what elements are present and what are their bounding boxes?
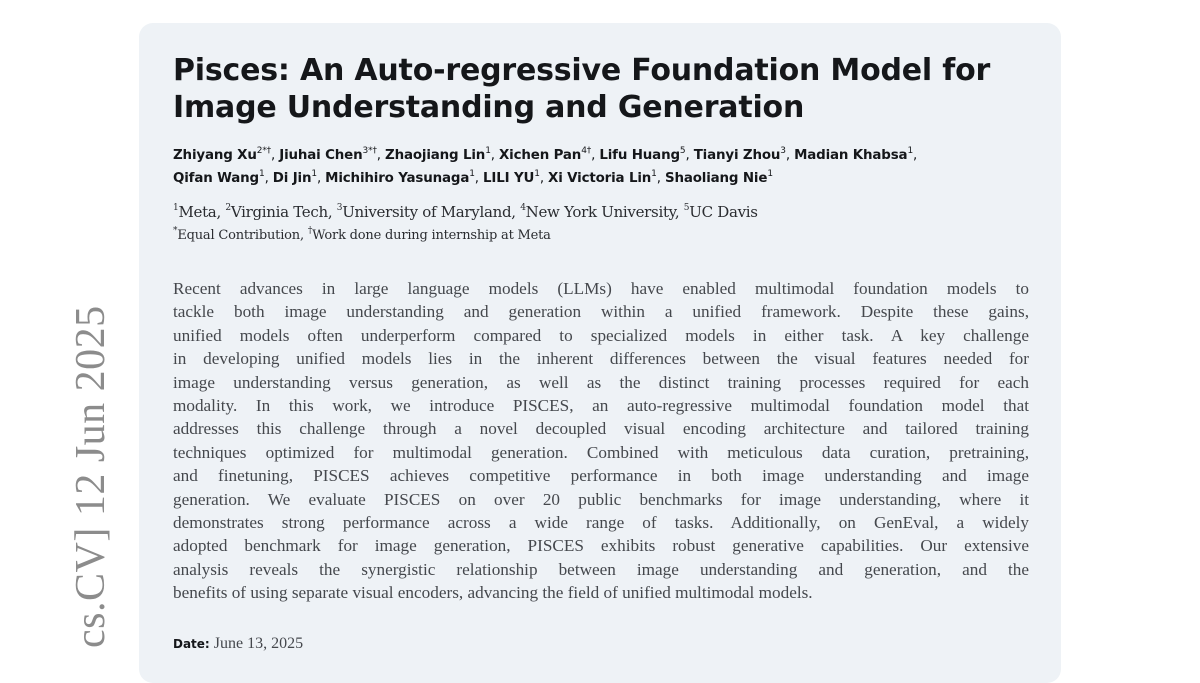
date-label: Date: <box>173 637 210 651</box>
author-name: Zhiyang Xu <box>173 148 257 163</box>
author-affiliation-marker: 3*† <box>362 145 377 156</box>
author-affiliation-marker: 1 <box>534 168 540 179</box>
author-affiliation-marker: 1 <box>258 168 265 179</box>
note-text: Work done during internship at Meta <box>312 228 551 243</box>
author-separator: , <box>316 171 326 186</box>
author-affiliation-marker: 1 <box>767 168 773 179</box>
author-name: Tianyi Zhou <box>693 148 781 163</box>
note-marker: † <box>307 225 313 236</box>
affiliation-name: University of Maryland <box>342 203 512 221</box>
author-separator: , <box>264 171 273 186</box>
author-separator: , <box>474 171 484 186</box>
affiliation-marker: 4 <box>520 203 526 213</box>
author-name: Qifan Wang <box>173 171 259 186</box>
note-marker: * <box>173 225 178 236</box>
abstract-line: and finetuning, PISCES achieves competitive performance in both image understanding and image <box>173 466 1029 486</box>
affiliation-name: UC Davis <box>689 203 758 221</box>
abstract-line: analysis reveals the synergistic relationship between image understanding and generation, and the <box>173 559 1029 579</box>
author-affiliation-marker: 1 <box>651 168 657 179</box>
affiliation-marker: 1 <box>173 203 179 213</box>
abstract-line: techniques optimized for multimodal generation. Combined with meticulous data curation, pretraining, <box>173 442 1029 462</box>
date-line <box>173 634 303 654</box>
author-separator: , <box>376 148 386 163</box>
author-separator: , <box>685 148 694 163</box>
abstract-line: adopted benchmark for image generation, PISCES exhibits robust generative capabilities. Our extensive <box>173 536 1029 556</box>
affiliation-marker: 2 <box>225 203 231 213</box>
affiliation-marker: 5 <box>683 203 690 213</box>
author-name: LILI YU <box>483 171 535 186</box>
author-affiliation-marker: 5 <box>679 145 686 156</box>
author-affiliation-marker: 1 <box>907 145 914 156</box>
author-affiliation-marker: 1 <box>469 168 475 179</box>
abstract <box>173 277 1029 605</box>
author-affiliation-marker: 1 <box>485 145 491 156</box>
author-name: Lifu Huang <box>599 148 680 163</box>
author-separator: , <box>271 148 280 163</box>
author-separator: , <box>913 148 918 163</box>
date-value: June 13, 2025 <box>213 635 304 652</box>
affiliation-name: Virginia Tech <box>230 203 328 221</box>
abstract-line: benefits of using separate visual encoders, advancing the field of unified multimodal models. <box>173 583 813 603</box>
abstract-line: Recent advances in large language models (LLMs) have enabled multimodal foundation models to <box>173 279 1029 298</box>
author-name: Michihiro Yasunaga <box>325 171 470 186</box>
arxiv-side-stamp <box>26 305 114 648</box>
author-name: Jiuhai Chen <box>279 148 363 163</box>
author-affiliation-marker: 2*† <box>256 145 272 156</box>
abstract-line: generation. We evaluate PISCES on over 20 public benchmarks for image understanding, where it <box>173 489 1029 509</box>
affiliation-name: New York University <box>525 203 675 221</box>
abstract-line: demonstrates strong performance across a wide range of tasks. Additionally, on GenEval, a widely <box>173 513 1029 533</box>
author-notes: *Equal Contribution, †Work done during internship at Meta <box>173 225 551 243</box>
affiliation-name: Meta <box>178 203 217 221</box>
abstract-line: in developing unified models lies in the inherent differences between the visual features needed for <box>173 349 1029 369</box>
author-name: Madian Khabsa <box>794 148 908 163</box>
arxiv-stamp-text: cs.CV] 12 Jun 2025 <box>68 305 114 648</box>
author-separator: , <box>656 171 665 186</box>
affiliation-list: $^1$Meta, $^2$Virginia Tech, $^3$University of Maryland, $^4$New York University, $^5$UC Davis <box>173 203 758 221</box>
paper-title <box>173 52 1043 126</box>
author-affiliation-marker: 4† <box>581 145 592 156</box>
author-name: Di Jin <box>272 171 312 186</box>
abstract-line: image understanding versus generation, as well as the distinct training processes required for each <box>173 372 1029 392</box>
author-separator: , <box>785 148 795 163</box>
abstract-line: unified models often underperform compared to specialized models in either task. A key challenge <box>173 325 1029 345</box>
author-name: Xi Victoria Lin <box>548 171 652 186</box>
paper-title-line-1: Pisces: An Auto-regressive Foundation Model for <box>173 53 991 88</box>
abstract-line: modality. In this work, we introduce PISCES, an auto-regressive multimodal foundation model that <box>173 396 1029 416</box>
author-separator: , <box>539 171 549 186</box>
paper-title-line-2: Image Understanding and Generation <box>173 90 805 125</box>
affiliation-marker: 3 <box>336 203 343 213</box>
abstract-line: tackle both image understanding and generation within a unified framework. Despite these gains, <box>173 302 1029 322</box>
author-name: Xichen Pan <box>499 148 582 163</box>
author-name: Zhaojiang Lin <box>385 148 486 163</box>
abstract-line: addresses this challenge through a novel decoupled visual encoding architecture and tailored training <box>173 419 1029 439</box>
note-text: Equal Contribution <box>177 228 300 243</box>
author-separator: , <box>490 148 499 163</box>
author-separator: , <box>591 148 600 163</box>
author-affiliation-marker: 1 <box>311 168 317 179</box>
author-name: Shaoliang Nie <box>664 171 768 186</box>
author-affiliation-marker: 3 <box>780 145 786 156</box>
author-list <box>173 144 1053 190</box>
